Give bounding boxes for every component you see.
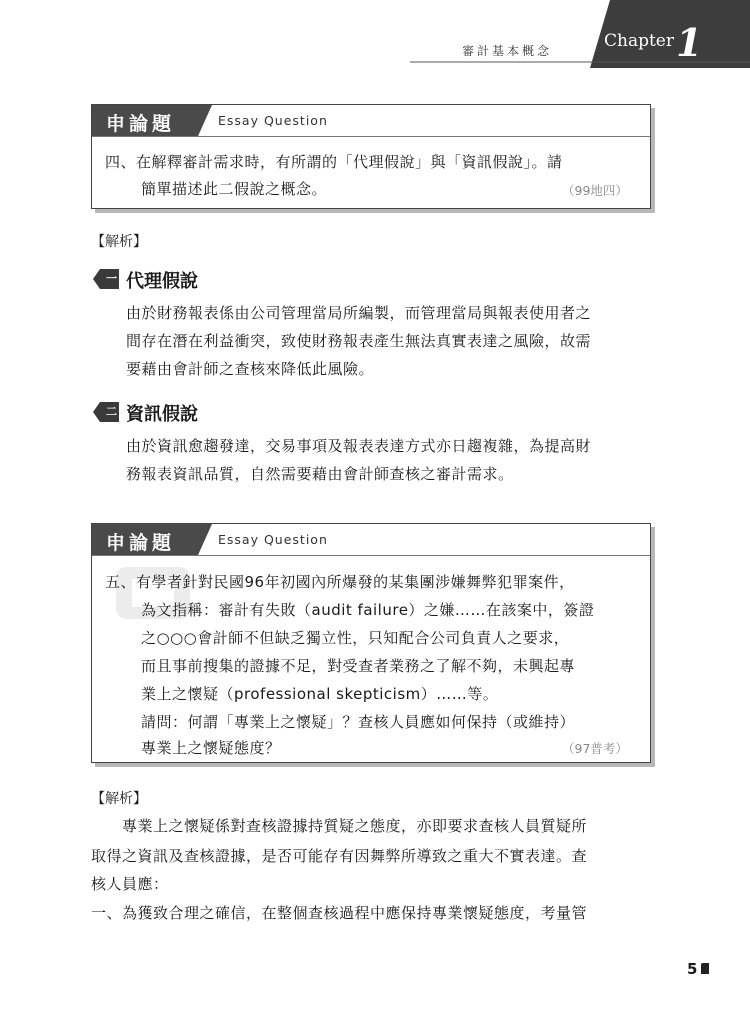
question-subtitle: Essay Question [218, 113, 328, 128]
question-line: 業上之懷疑（professional skepticism）……等。 [141, 685, 499, 703]
question-line: 為文指稱：審計有失敗（audit failure）之嫌……在該案中，簽證 [141, 601, 595, 619]
question-subtitle: Essay Question [218, 532, 328, 547]
answer-line: 核人員應： [91, 875, 169, 893]
section-badge-label: 二 [106, 405, 117, 418]
running-title: 審計基本概念 [462, 44, 553, 58]
page-marker-icon [700, 962, 710, 975]
chapter-number: 1 [676, 20, 703, 65]
section-line: 務報表資訊品質，自然需要藉由會計師查核之審計需求。 [126, 465, 514, 483]
question-source: （97普考） [562, 741, 628, 756]
question-line: 五、有學者針對民國96年初國內所爆發的某集團涉嫌舞弊犯罪案件， [105, 573, 575, 591]
section-badge-label: 一 [106, 272, 117, 285]
section-line: 由於財務報表係由公司管理當局所編製，而管理當局與報表使用者之 [126, 304, 592, 322]
divider [92, 136, 650, 137]
question-line: 簡單描述此二假說之概念。 [141, 180, 328, 198]
section-title: 資訊假說 [126, 404, 198, 425]
question-box-2 [91, 523, 651, 763]
question-line: 而且事前搜集的證據不足，對受查者業務之了解不夠，未興起專 [141, 657, 576, 675]
question-box-1 [91, 104, 651, 209]
answer-line: 取得之資訊及查核證據，是否可能存有因舞弊所導致之重大不實表達。查 [91, 847, 588, 865]
question-line: 專業上之懷疑態度？ [141, 739, 281, 757]
section-title: 代理假說 [126, 271, 198, 292]
chapter-word: Chapter [604, 31, 674, 51]
question-box-header [92, 524, 650, 556]
answer-label: 【解析】 [91, 791, 147, 807]
section-line: 要藉由會計師之查核來降低此風險。 [126, 360, 375, 378]
question-source: （99地四） [562, 183, 628, 198]
section-line: 間存在潛在利益衝突，致使財務報表產生無法真實表達之風險，故需 [126, 332, 592, 350]
question-line: 請問：何謂「專業上之懷疑」？查核人員應如何保持（或維持） [141, 713, 576, 731]
page-number: 5 [687, 960, 698, 978]
question-tab-label: 申論題 [106, 532, 176, 554]
divider [92, 555, 650, 556]
question-box-header [92, 105, 650, 137]
answer-label: 【解析】 [91, 234, 147, 250]
section-line: 由於資訊愈趨發達，交易事項及報表表達方式亦日趨複雜，為提高財 [126, 437, 592, 455]
question-line: 之○○○會計師不但缺乏獨立性，只知配合公司負責人之要求， [141, 629, 570, 647]
question-line: 四、在解釋審計需求時，有所謂的「代理假說」與「資訊假說」。請 [105, 153, 563, 171]
answer-line: 一、為獲致合理之確信，在整個查核過程中應保持專業懷疑態度，考量管 [91, 904, 588, 922]
question-tab-label: 申論題 [106, 113, 176, 135]
answer-line: 專業上之懷疑係對查核證據持質疑之態度，亦即要求查核人員質疑所 [122, 817, 588, 835]
